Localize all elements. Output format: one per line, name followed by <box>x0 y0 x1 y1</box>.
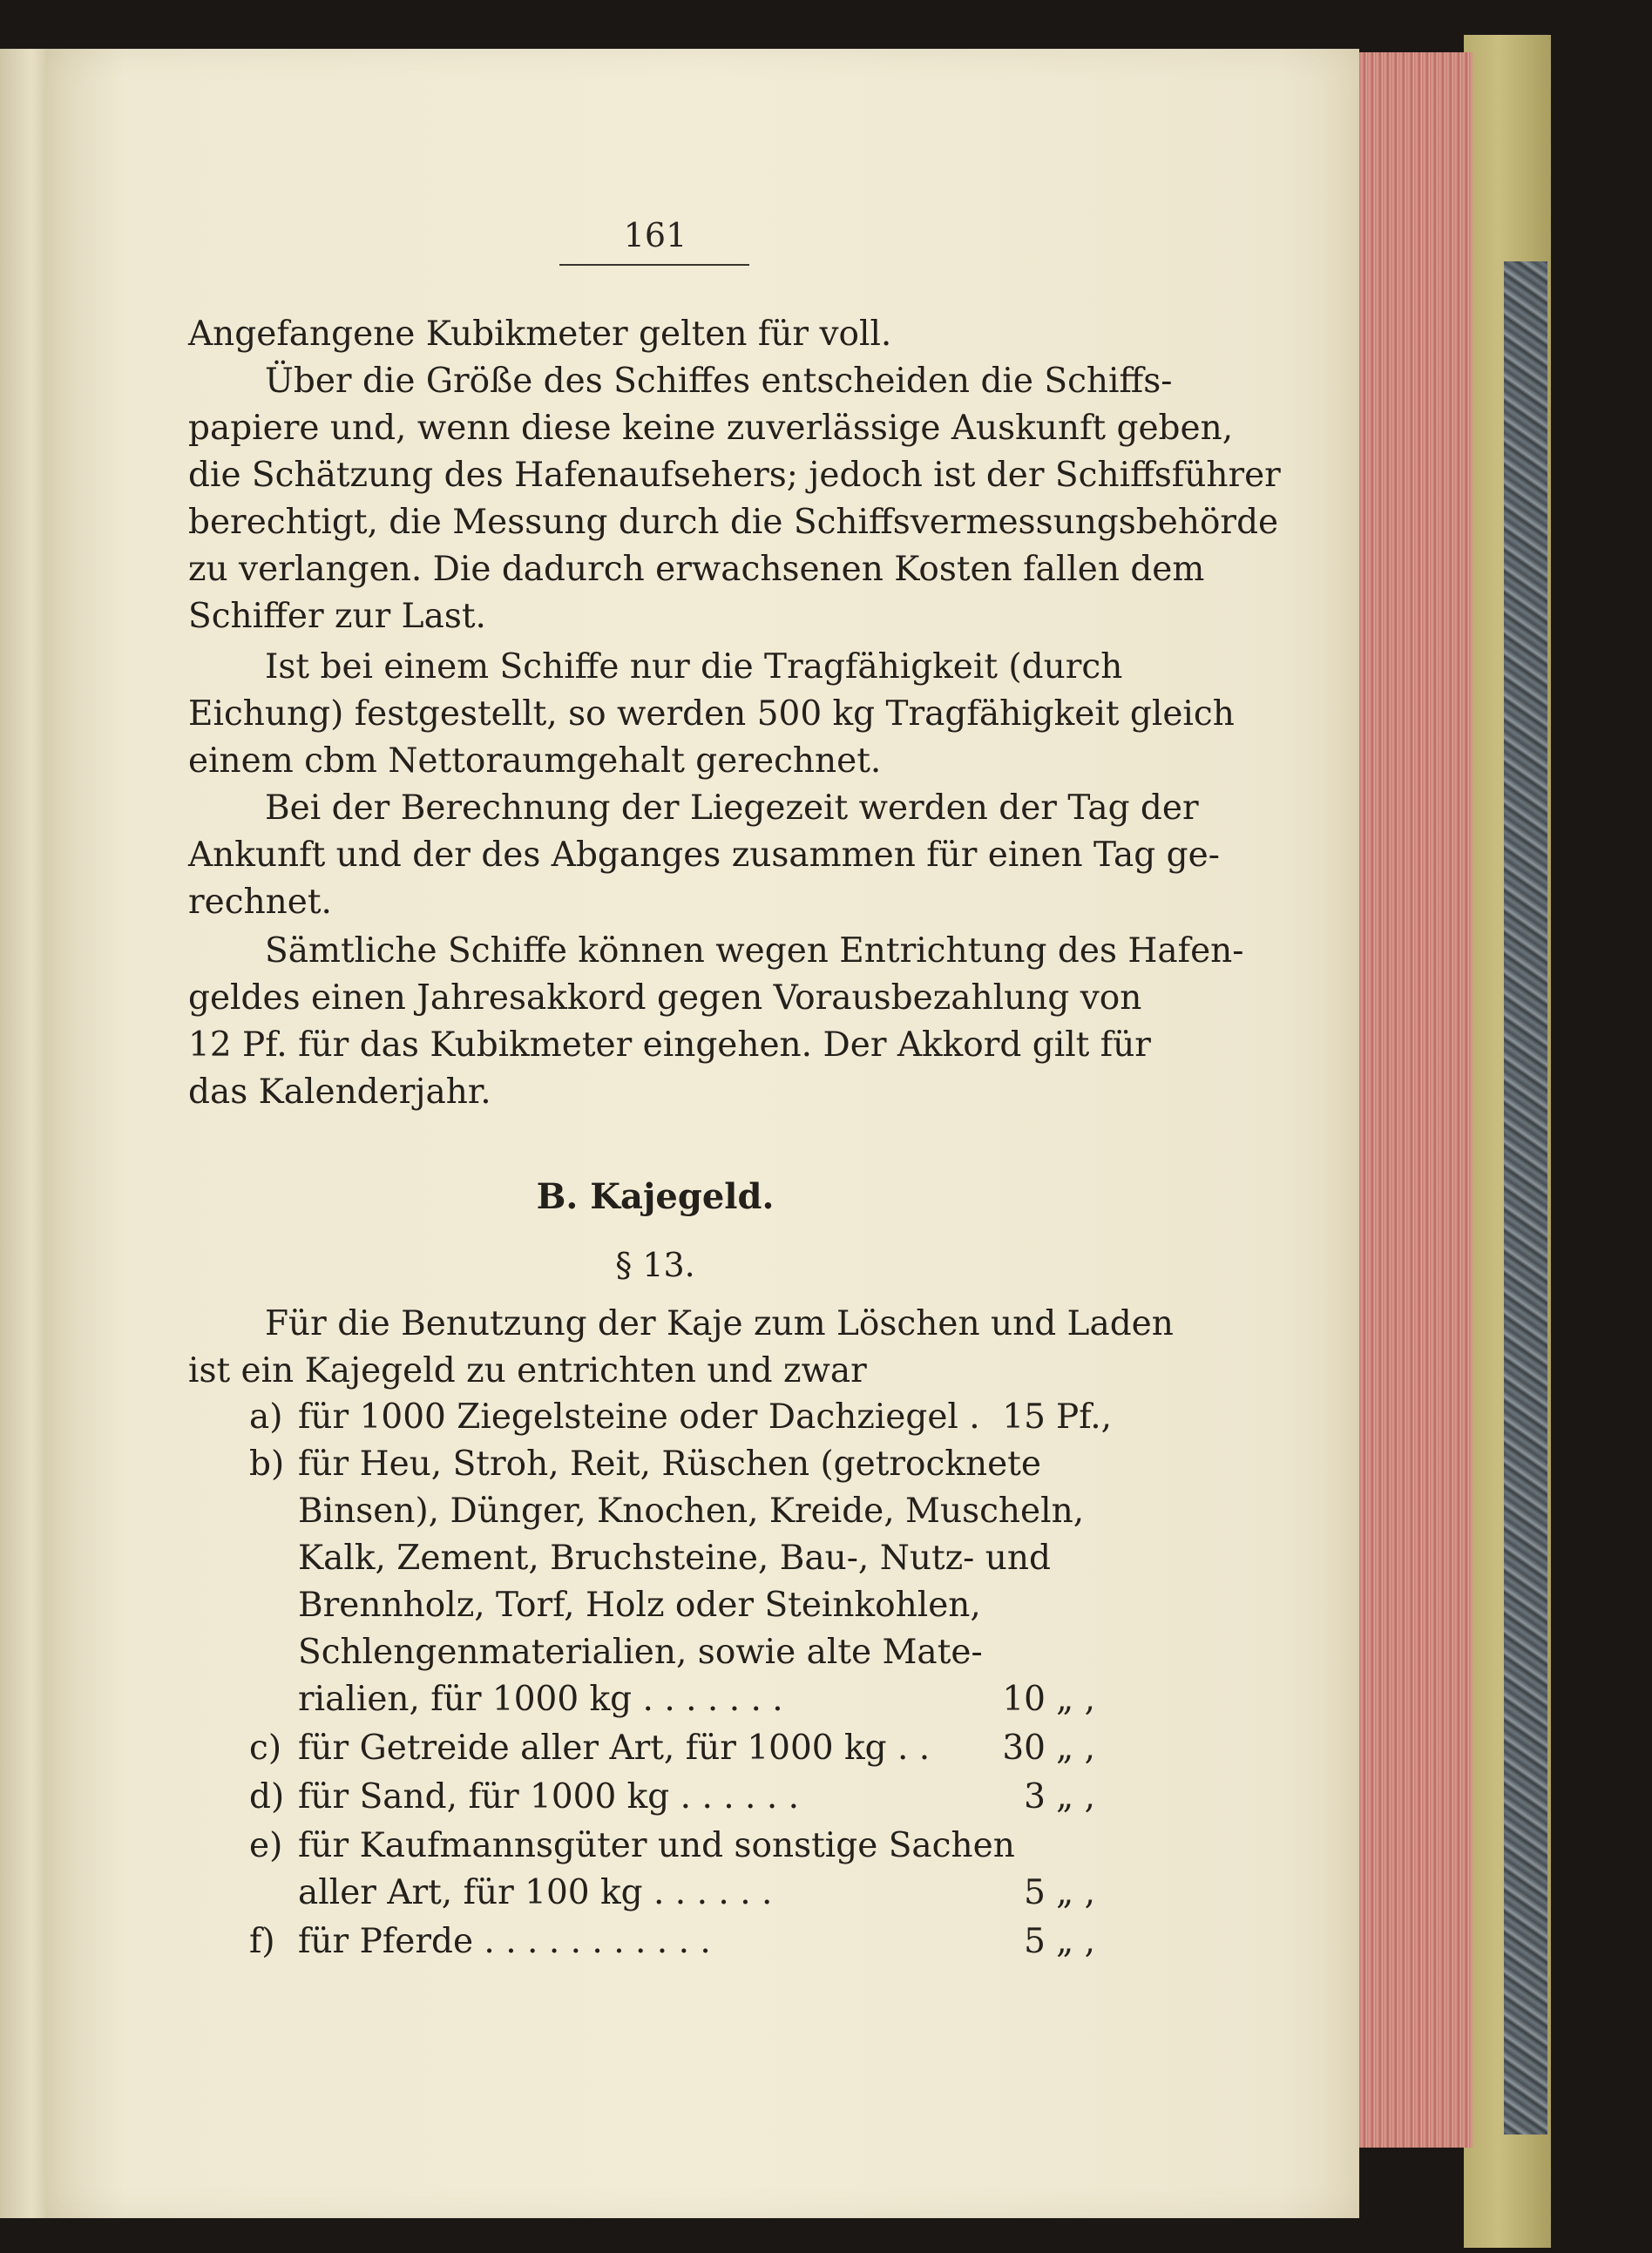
item-text: für Getreide aller Art, für 1000 kg . . <box>298 1729 931 1768</box>
section-heading: B. Kajegeld. <box>536 1176 775 1217</box>
text-line: Eichung) festgestellt, so werden 500 kg Tragfähigkeit gleich <box>188 694 1235 734</box>
section-number: § 13. <box>615 1246 695 1284</box>
text-line: das Kalenderjahr. <box>188 1072 491 1112</box>
item-text: für Pferde . . . . . . . . . . . <box>298 1922 711 1961</box>
text-line: Angefangene Kubikmeter gelten für voll. <box>188 315 892 354</box>
text-line: 12 Pf. für das Kubikmeter eingehen. Der Akkord gilt für <box>188 1025 1151 1065</box>
text-line: Ist bei einem Schiffe nur die Tragfähigkeit (durch <box>265 647 1123 687</box>
text-line: die Schätzung des Hafenaufsehers; jedoch ist der Schiffsführer <box>188 456 1281 495</box>
text-line: Sämtliche Schiffe können wegen Entrichtung des Hafen- <box>265 931 1244 971</box>
item-text: für Heu, Stroh, Reit, Rüschen (getrocknete <box>298 1444 1041 1484</box>
item-label: e) <box>249 1826 283 1865</box>
item-price: 3 <box>1024 1777 1046 1817</box>
item-unit: Pf., <box>1056 1397 1113 1437</box>
left-page-edge <box>0 49 45 2218</box>
item-price: 30 <box>1002 1729 1046 1768</box>
text-line: zu verlangen. Die dadurch erwachsenen Kosten fallen dem <box>188 550 1205 589</box>
text-line: Für die Benutzung der Kaje zum Löschen und Laden <box>265 1304 1174 1343</box>
text-line: geldes einen Jahresakkord gegen Vorausbezahlung von <box>188 978 1142 1018</box>
item-price: 10 <box>1002 1680 1046 1719</box>
item-price: 5 <box>1024 1922 1046 1961</box>
item-text: Brennholz, Torf, Holz oder Steinkohlen, <box>298 1586 981 1625</box>
item-text: für 1000 Ziegelsteine oder Dachziegel . <box>298 1397 980 1437</box>
page-number-rule <box>559 264 749 266</box>
item-text: aller Art, für 100 kg . . . . . . <box>298 1873 773 1912</box>
text-line: ist ein Kajegeld zu entrichten und zwar <box>188 1351 867 1390</box>
item-text: für Sand, für 1000 kg . . . . . . <box>298 1777 800 1817</box>
text-line: rechnet. <box>188 883 332 922</box>
item-label: a) <box>249 1397 283 1437</box>
text-line: einem cbm Nettoraumgehalt gerechnet. <box>188 741 882 781</box>
text-line: Über die Größe des Schiffes entscheiden die Schiffs- <box>265 362 1173 401</box>
item-label: d) <box>249 1777 285 1817</box>
text-line: papiere und, wenn diese keine zuverlässige Auskunft geben, <box>188 409 1234 448</box>
item-text: für Kaufmannsgüter und sonstige Sachen <box>298 1826 1015 1865</box>
item-label: c) <box>249 1729 282 1768</box>
item-unit: „ , <box>1056 1922 1095 1961</box>
item-unit: „ , <box>1056 1873 1095 1912</box>
item-unit: „ , <box>1056 1729 1095 1768</box>
item-price: 5 <box>1024 1873 1046 1912</box>
item-text: Schlengenmaterialien, sowie alte Mate- <box>298 1633 983 1672</box>
marbled-board <box>1504 261 1547 2135</box>
item-unit: „ , <box>1056 1680 1095 1719</box>
item-text: Binsen), Dünger, Knochen, Kreide, Muscheln, <box>298 1492 1085 1531</box>
item-price: 15 <box>1002 1397 1046 1437</box>
item-label: b) <box>249 1444 285 1484</box>
item-label: f) <box>249 1922 275 1961</box>
page-edges <box>1359 52 1473 2148</box>
text-line: Bei der Berechnung der Liegezeit werden der Tag der <box>265 788 1199 828</box>
item-unit: „ , <box>1056 1777 1095 1817</box>
item-text: rialien, für 1000 kg . . . . . . . <box>298 1680 783 1719</box>
text-line: Ankunft und der des Abganges zusammen für einen Tag ge- <box>188 836 1220 875</box>
text-line: Schiffer zur Last. <box>188 597 486 636</box>
text-line: berechtigt, die Messung durch die Schiffsvermessungsbehörde <box>188 503 1279 542</box>
item-text: Kalk, Zement, Bruchsteine, Bau-, Nutz- und <box>298 1539 1051 1578</box>
page-number: 161 <box>623 216 687 254</box>
